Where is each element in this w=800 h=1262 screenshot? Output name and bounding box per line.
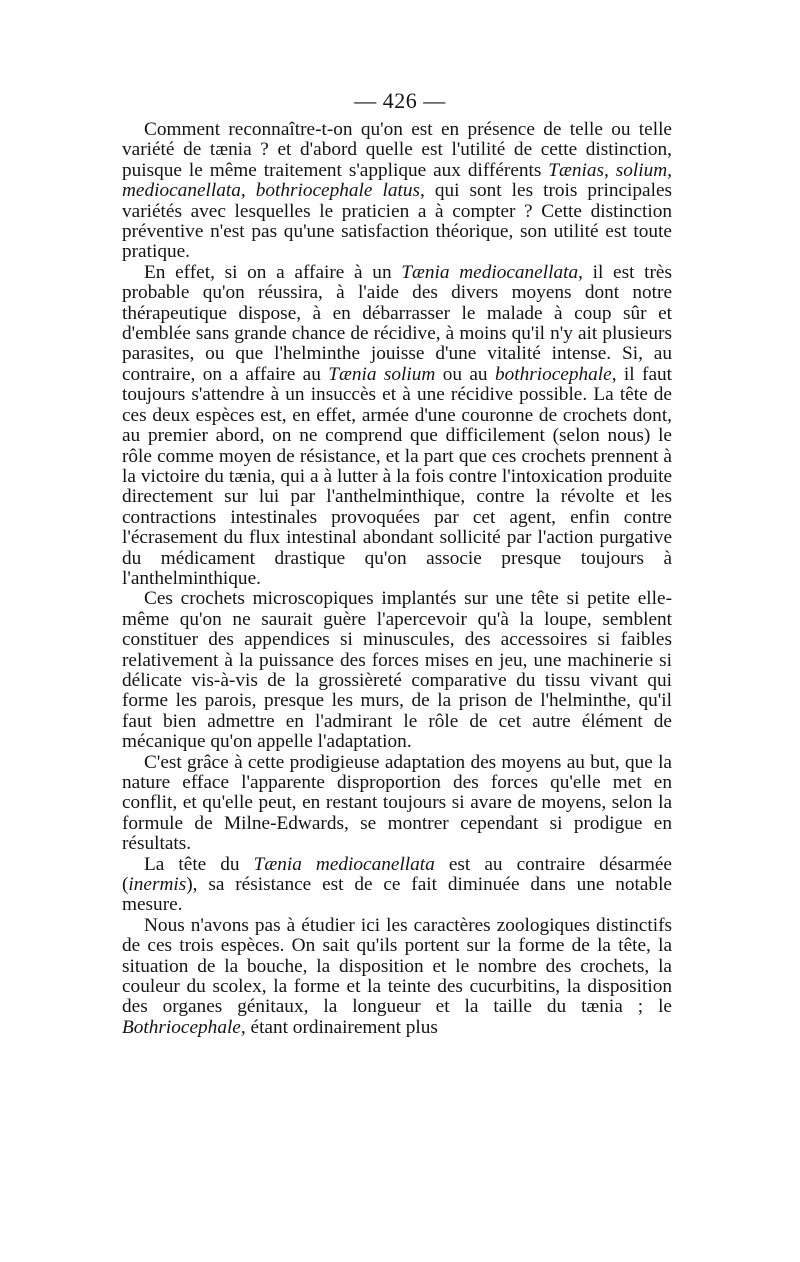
text-run: En effet, si on a affaire à un: [144, 261, 402, 283]
paragraph: [122, 263, 672, 590]
page-number: — 426 —: [354, 88, 446, 113]
italic-run: Tænia solium: [328, 363, 436, 385]
text-run: La tête du: [144, 853, 254, 875]
paragraph: [122, 120, 672, 263]
text-run: est au contraire désarmée (: [122, 853, 672, 896]
italic-run: Bothriocephale: [122, 1016, 241, 1038]
italic-run: inermis: [128, 874, 187, 896]
paragraph: [122, 753, 672, 855]
italic-run: Tænias, solium, mediocanellata, bothriocephale latus: [122, 159, 672, 202]
text-run: , qui sont les trois principales variétés avec lesquelles le praticien a à compter ? Cette distinction préventive n'est pas qu'une satisfaction théorique, son utilité est toute pratique.: [122, 180, 673, 263]
body-text: [122, 120, 672, 1038]
text-run: ou au: [435, 363, 495, 385]
text-run: , il faut toujours s'attendre à un insuccès et à une récidive possible. La tête de ces deux espèces est, en effet, armée d'une couronne de crochets dont, au premier abord, on ne comprend que difficilement (selon nous) le rôle comme moyen de résistance, et la part que ces crochets prennent à la victoire du tænia, qui a à lutter à la fois contre l'intoxication produite directement sur lui par l'anthelminthique, contre la révolte et les contractions intestinales provoquées par cet agent, enfin contre l'écrasement du flux intestinal abondant sollicité par l'action purgative du médicament drastique qu'on associe presque toujours à l'anthelminthique.: [122, 363, 672, 589]
italic-run: Tænia mediocanellata: [401, 261, 579, 283]
paragraph: [122, 589, 672, 752]
text-run: Nous n'avons pas à étudier ici les caractères zoologiques distinctifs de ces trois espèces. On sait qu'ils portent sur la forme de la tête, la situation de la bouche, la disposition et le nombre des crochets, la couleur du scolex, la forme et la teinte des cucurbitins, la disposition des organes génitaux, la longueur et la taille du tænia ; le: [122, 914, 672, 1018]
paragraph: [122, 855, 672, 916]
italic-run: bothriocephale: [494, 363, 612, 385]
text-run: , étant ordinairement plus: [240, 1016, 438, 1038]
paragraph: [122, 916, 672, 1038]
text-run: Comment reconnaître-t-on qu'on est en présence de telle ou telle variété de tænia ? et d'abord quelle est l'utilité de cette distinction, puisque le même traitement s'applique aux différents: [122, 119, 672, 181]
text-run: , il est très probable qu'on réussira, à l'aide des divers moyens dont notre thérapeutique dispose, à en débarrasser le malade à coup sûr et d'emblée sans grande chance de récidive, à moins qu'il n'y ait plusieurs parasites, ou que l'helminthe jouisse d'une vitalité intense. Si, au contraire, on a affaire au: [122, 261, 672, 385]
italic-run: Tænia mediocanellata: [253, 853, 435, 875]
text-run: C'est grâce à cette prodigieuse adaptation des moyens au but, que la nature efface l'apparente disproportion des forces qu'elle met en conflit, et qu'elle peut, en restant toujours si avare de moyens, selon la formule de Milne-Edwards, se montrer cependant si prodigue en résultats.: [122, 751, 672, 855]
text-run: ), sa résistance est de ce fait diminuée dans une notable mesure.: [122, 874, 672, 916]
text-run: Ces crochets microscopiques implantés sur une tête si petite elle-même qu'on ne saurait guère l'apercevoir qu'à la loupe, semblent constituer des appendices si minuscules, des accessoires si faibles relativement à la puissance des forces mises en jeu, une machinerie si délicate vis-à-vis de la grossièreté comparative du tissu vivant qui forme les parois, presque les murs, de la prison de l'helminthe, qu'il faut bien admettre en l'admirant le rôle de cet autre élément de mécanique qu'on appelle l'adaptation.: [122, 588, 672, 753]
